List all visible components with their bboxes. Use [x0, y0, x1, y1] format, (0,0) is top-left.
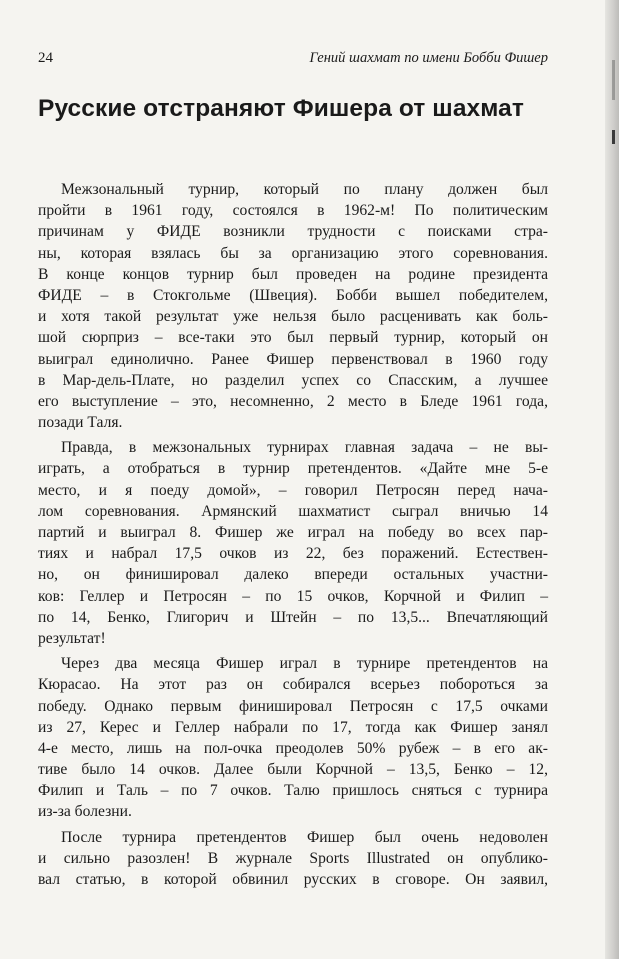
- text-line: тиях и набрал 17,5 очков из 22, без поражений. Естествен-: [38, 545, 548, 563]
- text-line: по 14, Бенко, Глигорич и Штейн – по 13,5... Впечатляющий: [38, 608, 548, 626]
- text-line: место, и я поеду домой», – говорил Петросян перед нача-: [38, 481, 548, 499]
- text-line: играть, а отобраться в турнир претендентов. «Дайте мне 5-е: [38, 460, 548, 478]
- text-line: выиграл единолично. Ранее Фишер первенствовал в 1960 году: [38, 350, 548, 368]
- paragraph: [38, 437, 548, 649]
- text-line: шой сюрприз – все-таки это был первый турнир, который он: [38, 329, 548, 347]
- text-line: Межзональный турнир, который по плану должен был: [61, 181, 548, 198]
- text-line: победу. Однако первым финишировал Петросян с 17,5 очками: [38, 697, 548, 715]
- text-line: ФИДЕ – в Стокгольме (Швеция). Бобби вышел победителем,: [38, 286, 548, 304]
- text-line: причинам у ФИДЕ возникли трудности с поисками стра-: [38, 223, 548, 241]
- text-line: ков: Геллер и Петросян – по 15 очков, Корчной и Филип –: [38, 587, 548, 605]
- text-line: и хотя такой результат уже нельзя было расценивать как боль-: [38, 308, 548, 326]
- text-line: вал статью, в которой обвинил русских в сговоре. Он заявил,: [38, 871, 548, 888]
- text-line: ны, которая взялась бы за организацию этого соревнования.: [38, 244, 548, 262]
- text-line: результат!: [38, 629, 106, 647]
- text-line: его выступление – это, несомненно, 2 место в Бледе 1961 года,: [38, 392, 548, 410]
- text-line: пройти в 1961 году, состоялся в 1962-м! По политическим: [38, 202, 548, 220]
- paragraph: [38, 827, 548, 891]
- chapter-title: Русские отстраняют Фишера от шахмат: [38, 95, 524, 122]
- text-line: позади Таля.: [38, 414, 123, 432]
- text-line: В конце концов турнир был проведен на родине президента: [38, 265, 548, 283]
- paragraph: [38, 179, 548, 433]
- text-line: но, он финишировал далеко впереди остальных участни-: [38, 566, 548, 584]
- text-line: в Мар-дель-Плате, но разделил успех со Спасским, а лучшее: [38, 371, 548, 389]
- running-header: [38, 50, 548, 70]
- page-number: 24: [38, 50, 53, 66]
- page-edge-shadow: [605, 0, 619, 959]
- text-line: лом соревнования. Армянский шахматист сыграл вничью 14: [38, 502, 548, 520]
- edge-mark: [612, 60, 615, 100]
- text-line: 4-е место, лишь на пол-очка преодолев 50% рубеж – в его ак-: [38, 739, 548, 757]
- text-line: из 27, Керес и Геллер набрали по 17, тогда как Фишер занял: [38, 718, 548, 736]
- paragraph: [38, 653, 548, 823]
- text-line: тиве было 14 очков. Далее были Корчной – 13,5, Бенко – 12,: [38, 761, 548, 779]
- running-title: Гений шахмат по имени Бобби Фишер: [309, 50, 548, 66]
- text-line: из-за болезни.: [38, 803, 132, 821]
- text-line: Через два месяца Фишер играл в турнире претендентов на: [61, 655, 548, 673]
- body-text: [38, 179, 548, 890]
- text-line: и сильно разозлен! В журнале Sports Illustrated он опублико-: [38, 849, 548, 867]
- text-line: Кюрасао. На этот раз он собирался всерьез побороться за: [38, 676, 548, 694]
- text-line: партий и выиграл 8. Фишер же играл на победу во всех пар-: [38, 524, 548, 541]
- text-line: После турнира претендентов Фишер был очень недоволен: [61, 828, 548, 846]
- text-line: Правда, в межзональных турнирах главная задача – не вы-: [61, 439, 548, 457]
- text-line: Филип и Таль – по 7 очков. Талю пришлось сняться с турнира: [38, 782, 548, 800]
- edge-mark: [612, 130, 615, 144]
